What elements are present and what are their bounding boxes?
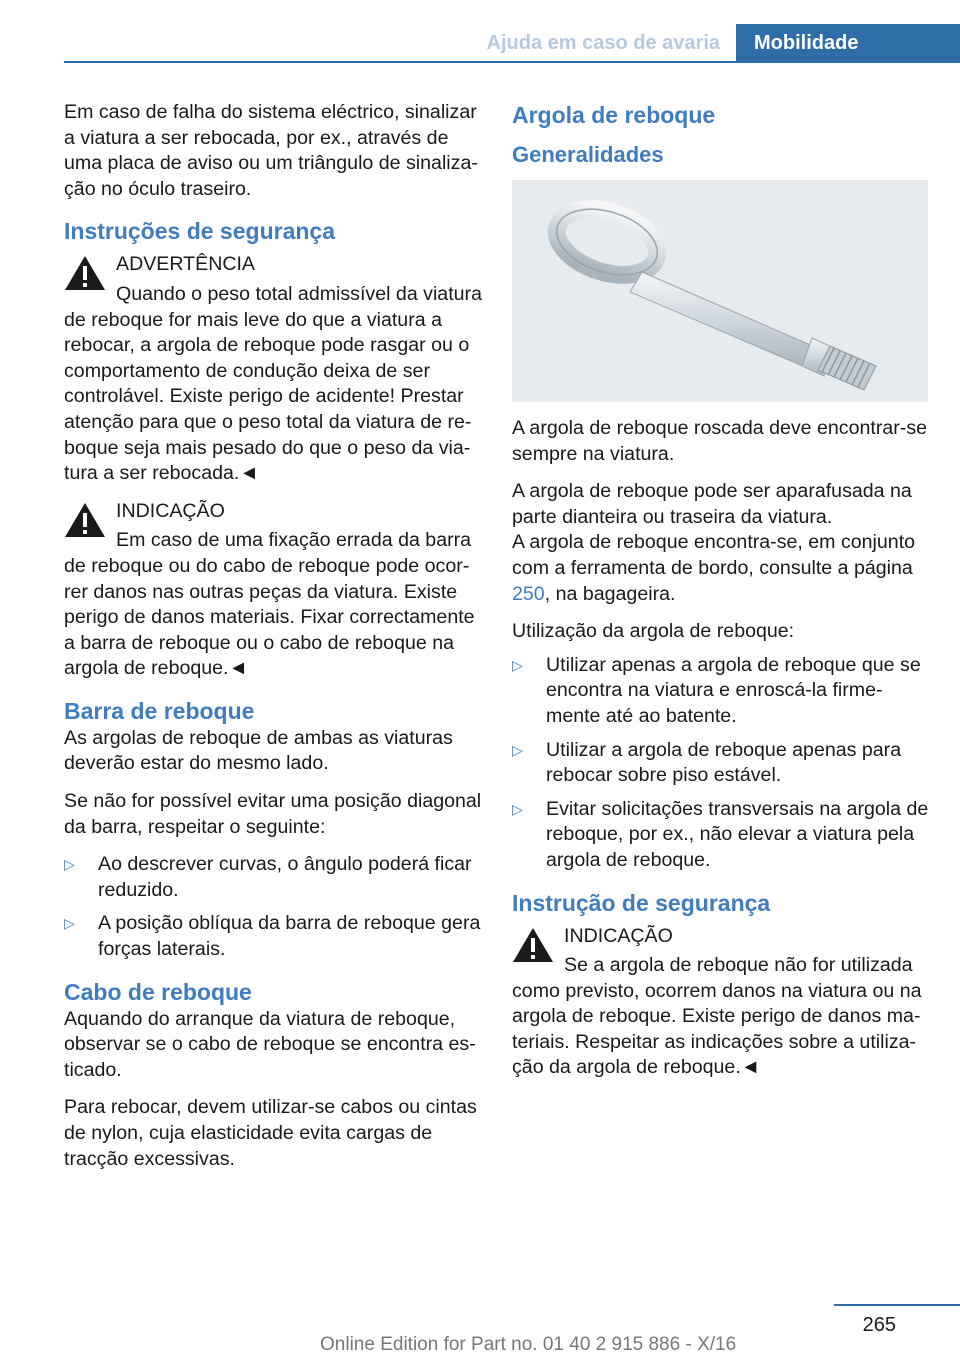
tow-eye-paragraph-1: A argola de reboque roscada deve encontrar-se sempre na viatura. xyxy=(512,417,928,465)
tow-eye-image xyxy=(512,180,928,402)
tow-eye-heading: Argola de reboque xyxy=(512,102,716,128)
tow-eye-paragraph-4: Utilização da argola de reboque: xyxy=(512,620,795,643)
warning-block xyxy=(64,252,482,486)
list-item: ▷ Utilizar a argola de reboque apenas para rebocar sobre piso estável. xyxy=(512,738,902,787)
tow-cable-paragraph-1: Aquando do arranque da viatura de reboque, observar se o cabo de reboque se encontra esticado. xyxy=(64,1007,476,1081)
bullet-triangle-icon: ▷ xyxy=(64,856,75,873)
tow-bar-list xyxy=(64,852,482,962)
note-body: Em caso de uma fixação errada da barra de reboque ou do cabo de reboque pode ocorrer danos nas outras peças da viatura. Existe perigo de danos materiais. Fixar correctamente a barra de reboque ou o cabo de reboque na argola de reboque.◄ xyxy=(64,529,475,680)
warning-body: Quando o peso total admissível da viatura de reboque for mais leve do que a viatura a rebocar, a argola de reboque pode rasgar ou o comportamento de condução deixa de ser controlável. Existe perigo de acidente! Prestar atenção para que o peso total da viatura de reboque seja mais pesado do que o peso da viatura a ser rebocada.◄ xyxy=(64,282,482,485)
warning-triangle-icon xyxy=(512,924,554,964)
general-heading: Generalidades xyxy=(512,142,664,167)
warning-triangle-icon xyxy=(64,252,106,292)
tow-bar-paragraph-1: As argolas de reboque de ambas as viaturas deverão estar do mesmo lado. xyxy=(64,726,453,775)
header-chapter-tab: Mobilidade xyxy=(736,24,960,62)
list-item: ▷ Utilizar apenas a argola de reboque que se encontra na viatura e enroscá-la firmemente até ao batente. xyxy=(512,653,921,727)
header-section-title: Ajuda em caso de avaria xyxy=(486,32,720,54)
list-item: ▷ Ao descrever curvas, o ângulo poderá ficar reduzido. xyxy=(64,853,472,901)
tow-bar-paragraph-2: Se não for possível evitar uma posição diagonal da barra, respeitar o seguinte: xyxy=(64,790,482,838)
bullet-triangle-icon: ▷ xyxy=(512,741,523,758)
tow-eye-illustration xyxy=(512,180,928,402)
bullet-triangle-icon: ▷ xyxy=(512,656,523,673)
edition-footer: Online Edition for Part no. 01 40 2 915 886 - X/16 xyxy=(320,1334,737,1355)
list-item: ▷ Evitar solicitações transversais na argola de reboque, por ex., não elevar a viatura pela argola de reboque. xyxy=(512,797,929,871)
note-title: INDICAÇÃO xyxy=(116,499,225,522)
page-number: 265 xyxy=(862,1314,896,1336)
safety-instruction-heading: Instrução de segurança xyxy=(512,889,771,916)
bullet-triangle-icon: ▷ xyxy=(64,915,75,932)
intro-paragraph: Em caso de falha do sistema eléctrico, sinalizar a viatura a ser rebocada, por ex., através de uma placa de aviso ou um triângulo de sinalização no óculo traseiro. xyxy=(64,101,478,200)
bullet-triangle-icon: ▷ xyxy=(512,800,523,817)
warning-title: ADVERTÊNCIA xyxy=(116,253,256,276)
page-reference-link[interactable]: 250 xyxy=(512,582,545,605)
footer-divider xyxy=(834,1304,960,1306)
tow-cable-heading: Cabo de reboque xyxy=(64,978,252,1005)
header-divider xyxy=(64,61,960,63)
right-column xyxy=(512,100,930,1093)
safety-heading: Instruções de segurança xyxy=(64,218,335,245)
tow-cable-paragraph-2: Para rebocar, devem utilizar-se cabos ou cintas de nylon, cuja elasticidade evita cargas de tracção excessivas. xyxy=(64,1096,477,1170)
note-block xyxy=(512,924,930,1082)
warning-triangle-icon xyxy=(64,499,106,539)
note-body: Se a argola de reboque não for utilizada como previsto, ocorrem danos na viatura ou na argola de reboque. Existe perigo de danos materiais. Respeitar as indicações sobre a utilização da argola de reboque.◄ xyxy=(512,954,922,1079)
note-block xyxy=(64,499,482,682)
tow-eye-paragraph-2: A argola de reboque pode ser aparafusada na parte dianteira ou traseira da viatura. xyxy=(512,480,912,528)
list-item: ▷ A posição oblíqua da barra de reboque gera forças laterais. xyxy=(64,912,481,961)
tow-bar-heading: Barra de reboque xyxy=(64,697,255,724)
tow-eye-paragraph-3: A argola de reboque encontra-se, em conjunto com a ferramenta de bordo, consulte a página 250, na bagageira. xyxy=(512,531,916,605)
left-column xyxy=(64,100,482,1184)
note-title: INDICAÇÃO xyxy=(564,924,673,947)
tow-eye-usage-list xyxy=(512,653,930,874)
